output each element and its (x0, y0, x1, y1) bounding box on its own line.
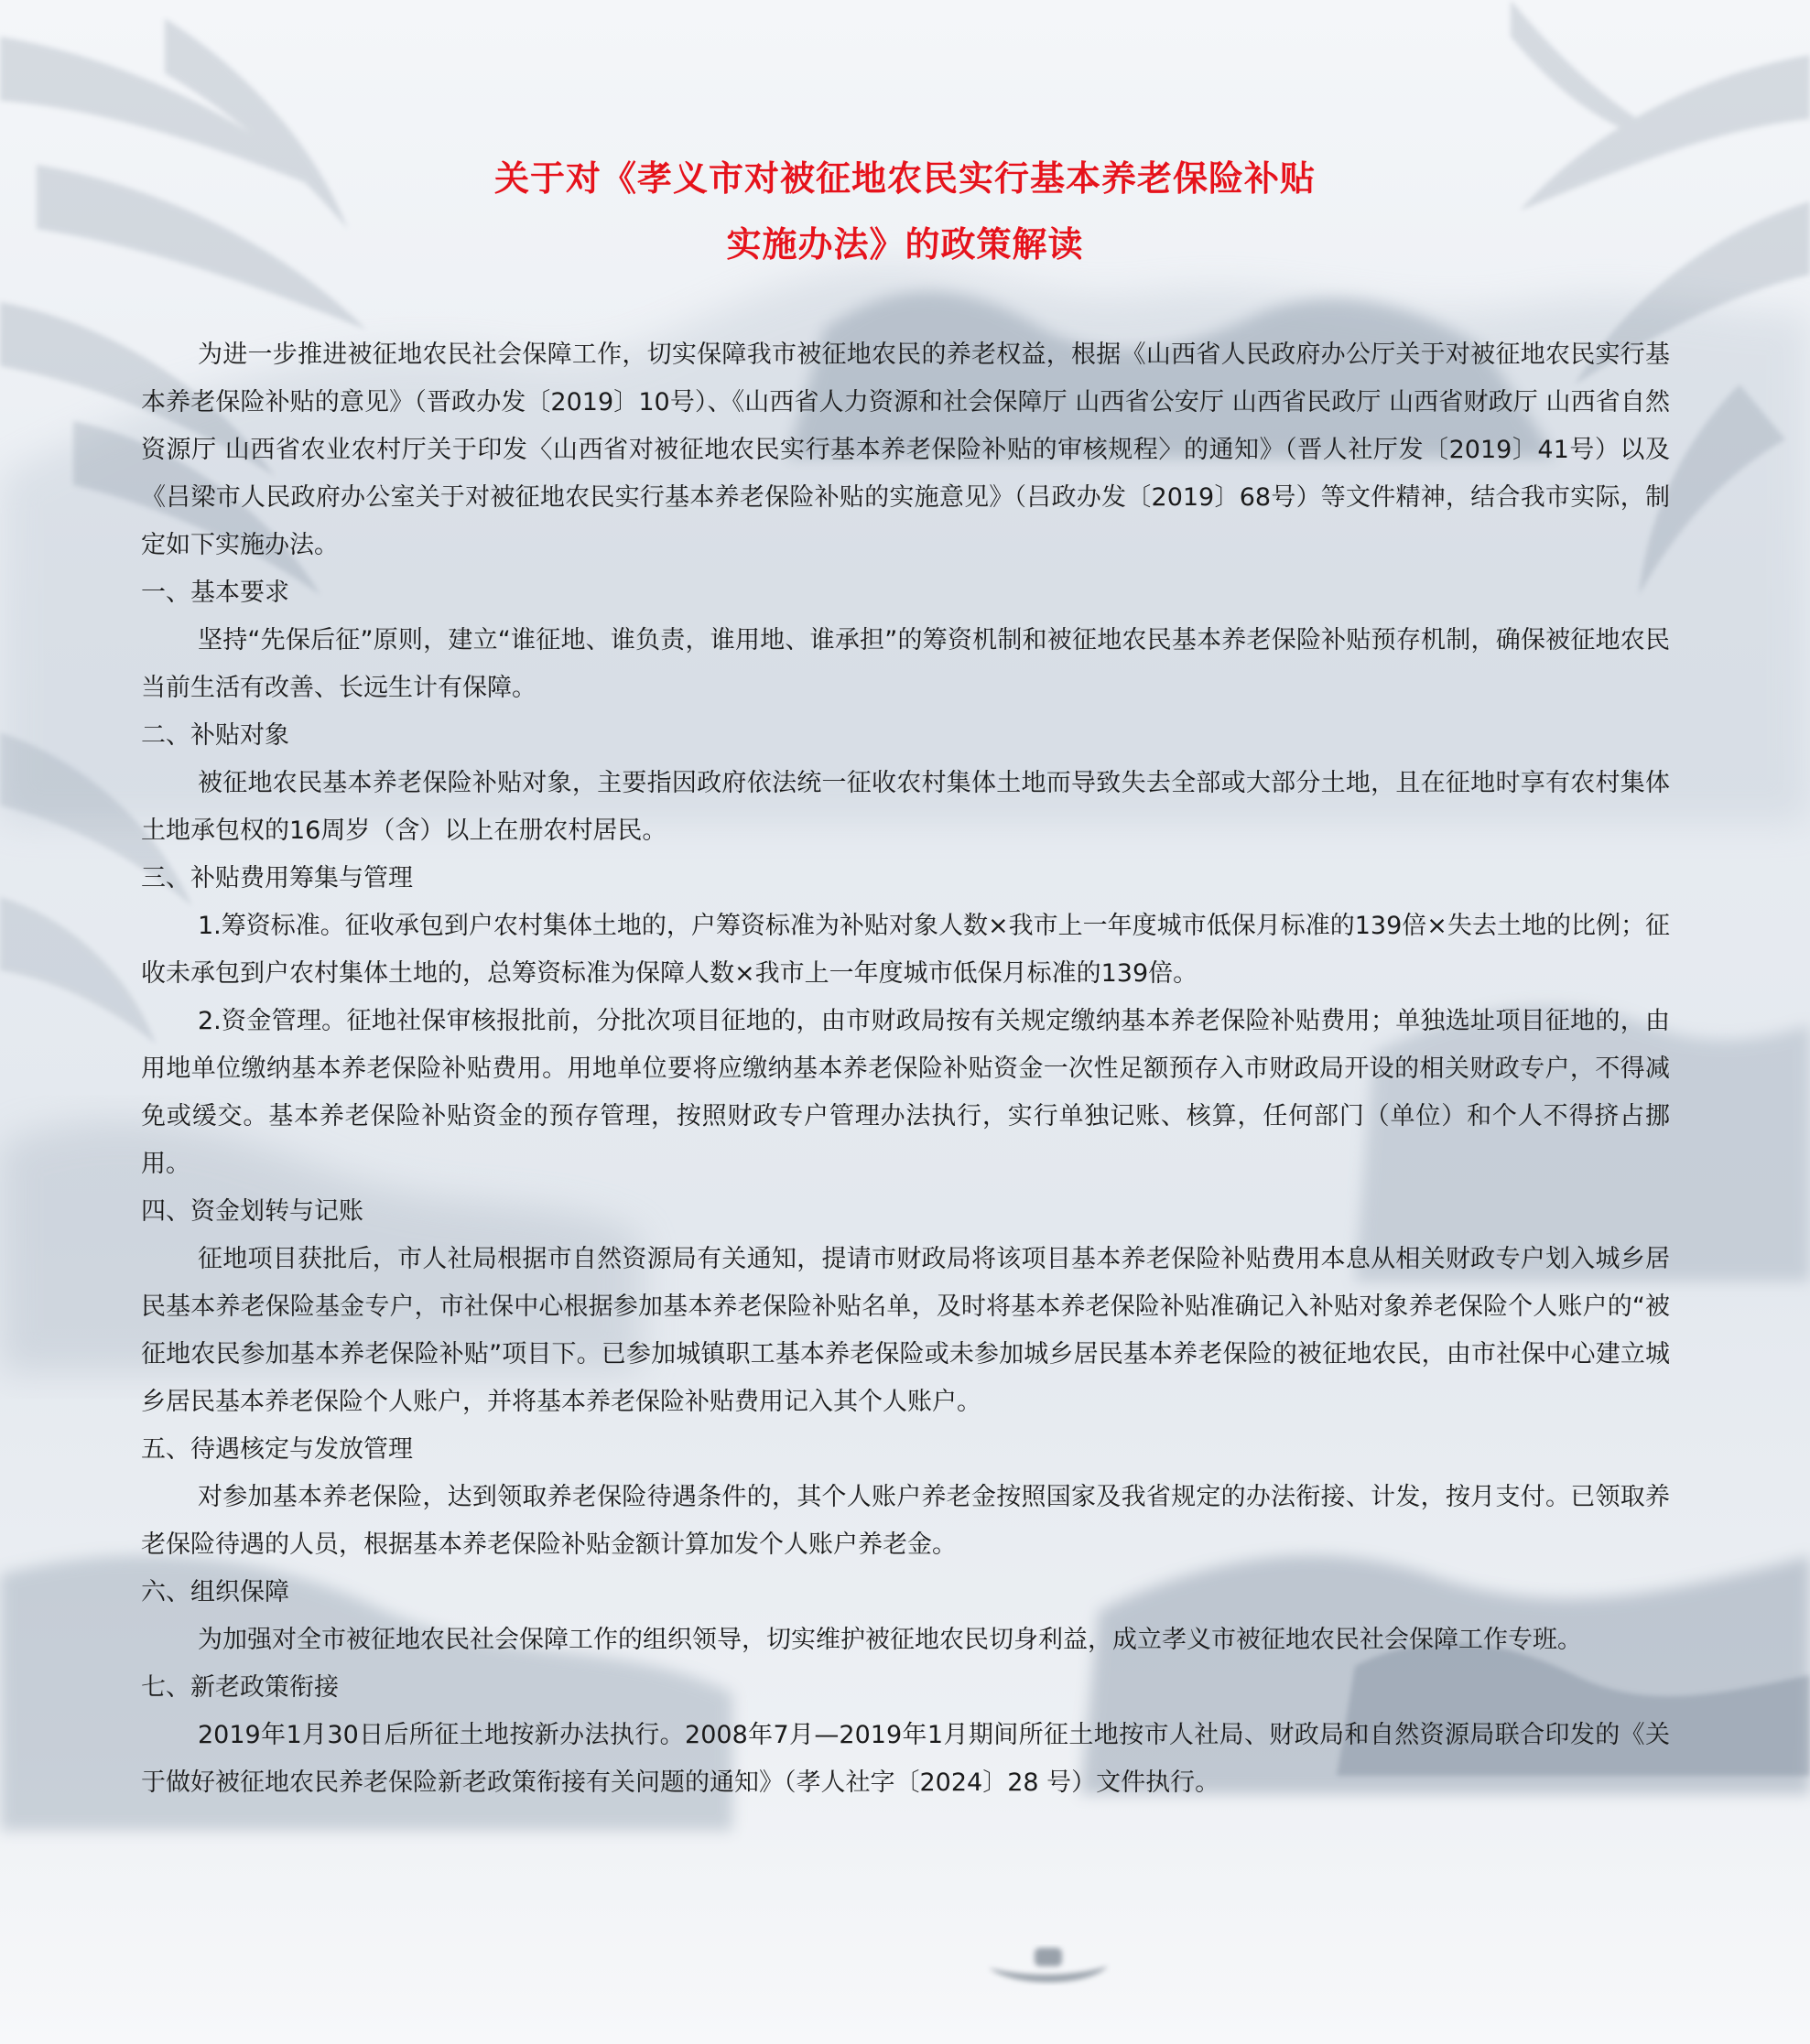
section-1 (141, 569, 1670, 712)
document-title-line-1: 关于对《孝义市对被征地农民实行基本养老保险补贴 (493, 158, 1316, 199)
section-paragraph: 1.筹资标准。征收承包到户农村集体土地的，户筹资标准为补贴对象人数×我市上一年度城市低保月标准的139倍×失去土地的比例；征收未承包到户农村集体土地的，总筹资标准为保障人数×我市上一年度城市低保月标准的139倍。 (141, 912, 1670, 988)
section-paragraph: 坚持“先保后征”原则，建立“谁征地、谁负责，谁用地、谁承担”的筹资机制和被征地农民基本养老保险补贴预存机制，确保被征地农民当前生活有改善、长远生计有保障。 (141, 626, 1670, 702)
section-6 (141, 1569, 1670, 1664)
section-2 (141, 712, 1670, 855)
section-heading: 三、补贴费用筹集与管理 (141, 864, 413, 892)
section-paragraph: 2019年1月30日后所征土地按新办法执行。2008年7月—2019年1月期间所征土地按市人社局、财政局和自然资源局联合印发的《关于做好被征地农民养老保险新老政策衔接有关问题的通知》（孝人社字〔2024〕28 号）文件执行。 (141, 1721, 1670, 1797)
section-heading: 四、资金划转与记账 (141, 1197, 363, 1226)
intro-paragraph: 为进一步推进被征地农民社会保障工作，切实保障我市被征地农民的养老权益，根据《山西省人民政府办公厅关于对被征地农民实行基本养老保险补贴的意见》（晋政办发〔2019〕10号）、《山西省人力资源和社会保障厅 山西省公安厅 山西省民政厅 山西省财政厅 山西省自然资源厅 山西省农业农村厅关于印发〈山西省对被征地农民实行基本养老保险补贴的审核规程〉的通知》（晋人社厅发〔2019〕41号）以及《吕梁市人民政府办公室关于对被征地农民实行基本养老保险补贴的实施意见》（吕政办发〔2019〕68号）等文件精神，结合我市实际，制定如下实施办法。 (141, 341, 1670, 559)
section-paragraph: 为加强对全市被征地农民社会保障工作的组织领导，切实维护被征地农民切身利益，成立孝义市被征地农民社会保障工作专班。 (198, 1626, 1582, 1654)
section-7 (141, 1664, 1670, 1807)
section-heading: 七、新老政策衔接 (141, 1673, 339, 1702)
section-paragraph: 被征地农民基本养老保险补贴对象，主要指因政府依法统一征收农村集体土地而导致失去全部或大部分土地，且在征地时享有农村集体土地承包权的16周岁（含）以上在册农村居民。 (141, 769, 1670, 845)
section-heading: 二、补贴对象 (141, 721, 289, 750)
section-5 (141, 1426, 1670, 1569)
section-heading: 一、基本要求 (141, 579, 289, 607)
section-paragraph: 对参加基本养老保险，达到领取养老保险待遇条件的，其个人账户养老金按照国家及我省规定的办法衔接、计发，按月支付。已领取养老保险待遇的人员，根据基本养老保险补贴金额计算加发个人账户养老金。 (141, 1483, 1670, 1559)
section-heading: 五、待遇核定与发放管理 (141, 1435, 413, 1464)
section-4 (141, 1188, 1670, 1426)
document-title-line-2: 实施办法》的政策解读 (726, 224, 1084, 265)
section-heading: 六、组织保障 (141, 1578, 289, 1606)
section-paragraph: 征地项目获批后，市人社局根据市自然资源局有关通知，提请市财政局将该项目基本养老保险补贴费用本息从相关财政专户划入城乡居民基本养老保险基金专户，市社保中心根据参加基本养老保险补贴名单，及时将基本养老保险补贴准确记入补贴对象养老保险个人账户的“被征地农民参加基本养老保险补贴”项目下。已参加城镇职工基本养老保险或未参加城乡居民基本养老保险的被征地农民，由市社保中心建立城乡居民基本养老保险个人账户，并将基本养老保险补贴费用记入其个人账户。 (141, 1245, 1670, 1416)
section-paragraph: 2.资金管理。征地社保审核报批前，分批次项目征地的，由市财政局按有关规定缴纳基本养老保险补贴费用；单独选址项目征地的，由用地单位缴纳基本养老保险补贴费用。用地单位要将应缴纳基本养老保险补贴资金一次性足额预存入市财政局开设的相关财政专户，不得减免或缓交。基本养老保险补贴资金的预存管理，按照财政专户管理办法执行，实行单独记账、核算，任何部门（单位）和个人不得挤占挪用。 (141, 1007, 1670, 1178)
section-3 (141, 855, 1670, 1188)
document-body (141, 331, 1670, 1807)
